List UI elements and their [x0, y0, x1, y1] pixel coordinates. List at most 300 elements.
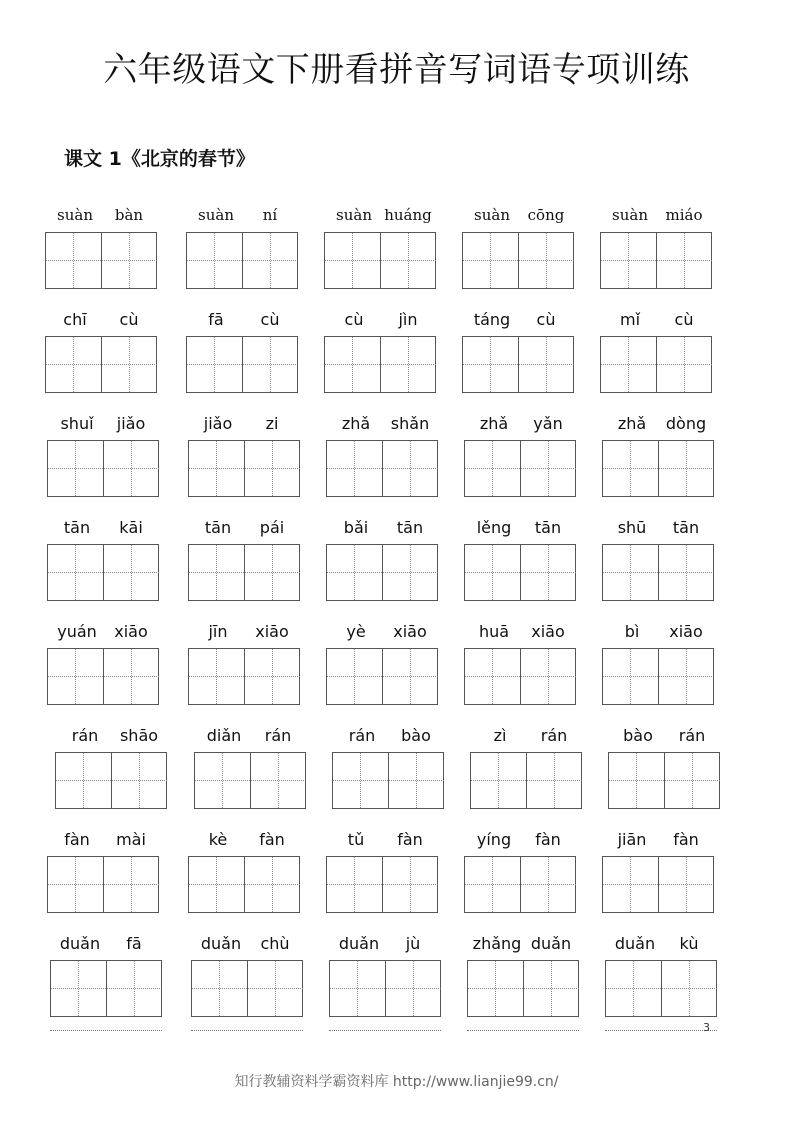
tianzige-cell[interactable]	[46, 233, 101, 288]
pinyin-syllable: duǎn	[338, 934, 380, 953]
tianzige-cell[interactable]	[111, 753, 167, 808]
guide-line	[410, 649, 411, 704]
tianzige-cell[interactable]	[101, 233, 157, 288]
pinyin-syllable: jìn	[398, 310, 418, 329]
guide-line	[216, 441, 217, 496]
tianzige-cell[interactable]	[242, 337, 298, 392]
pinyin-label	[188, 830, 300, 852]
guide-line	[628, 233, 629, 288]
tianzige-cell[interactable]	[471, 753, 526, 808]
pinyin-label	[45, 310, 157, 332]
pinyin-syllable: rán	[348, 726, 376, 745]
guide-line	[75, 857, 76, 912]
tianzige-cell[interactable]	[658, 441, 714, 496]
tianzige-cell[interactable]	[465, 441, 520, 496]
guide-line	[686, 649, 687, 704]
pinyin-syllable: jù	[405, 934, 421, 953]
tianzige-cell[interactable]	[325, 337, 380, 392]
pinyin-label	[462, 206, 574, 228]
pinyin-label	[462, 310, 574, 332]
pinyin-syllable: fàn	[64, 830, 90, 849]
tianzige-cell[interactable]	[468, 961, 523, 1016]
guide-line	[546, 233, 547, 288]
guide-line	[686, 857, 687, 912]
writing-box[interactable]	[188, 544, 300, 601]
pinyin-label	[464, 830, 576, 852]
pinyin-syllable: fàn	[259, 830, 285, 849]
tianzige-cell[interactable]	[327, 857, 382, 912]
tianzige-cell[interactable]	[664, 753, 720, 808]
guide-line	[354, 441, 355, 496]
tianzige-cell[interactable]	[601, 337, 656, 392]
tianzige-cell[interactable]	[656, 337, 712, 392]
writing-box[interactable]	[464, 856, 576, 913]
pinyin-syllable: huā	[478, 622, 510, 641]
pinyin-syllable: kè	[208, 830, 228, 849]
tianzige-cell[interactable]	[463, 233, 518, 288]
writing-box[interactable]	[464, 648, 576, 705]
pinyin-label	[329, 934, 441, 956]
tianzige-cell[interactable]	[48, 545, 103, 600]
pinyin-label	[326, 414, 438, 436]
pinyin-syllable: duǎn	[530, 934, 572, 953]
tianzige-cell[interactable]	[520, 649, 576, 704]
tianzige-cell[interactable]	[187, 337, 242, 392]
pinyin-syllable: suàn	[198, 206, 234, 224]
pinyin-label	[194, 726, 306, 748]
pinyin-label	[191, 934, 303, 956]
pinyin-syllable: fàn	[397, 830, 423, 849]
guide-line	[684, 233, 685, 288]
guide-line	[272, 649, 273, 704]
pinyin-syllable: rán	[71, 726, 99, 745]
pinyin-label	[47, 830, 159, 852]
guide-line	[633, 961, 634, 1016]
guide-line	[270, 233, 271, 288]
guide-line	[492, 545, 493, 600]
writing-box[interactable]	[47, 544, 159, 601]
writing-box[interactable]	[464, 544, 576, 601]
tianzige-cell[interactable]	[325, 233, 380, 288]
pinyin-label	[47, 414, 159, 436]
guide-line	[73, 233, 74, 288]
pinyin-syllable: suàn	[474, 206, 510, 224]
page-number: 3	[703, 1021, 710, 1034]
tianzige-cell[interactable]	[520, 441, 576, 496]
pinyin-syllable: shū	[617, 518, 647, 537]
writing-box[interactable]	[188, 440, 300, 497]
pinyin-label	[188, 414, 300, 436]
tianzige-cell[interactable]	[606, 961, 661, 1016]
guide-line	[216, 545, 217, 600]
tianzige-cell[interactable]	[603, 441, 658, 496]
tianzige-cell[interactable]	[380, 233, 436, 288]
dotted-underline	[467, 1030, 579, 1031]
pinyin-syllable: xiāo	[393, 622, 427, 641]
tianzige-cell[interactable]	[465, 649, 520, 704]
tianzige-cell[interactable]	[463, 337, 518, 392]
pinyin-syllable: duǎn	[614, 934, 656, 953]
pinyin-syllable: xiāo	[531, 622, 565, 641]
tianzige-cell[interactable]	[465, 545, 520, 600]
pinyin-syllable: lěng	[476, 518, 512, 537]
tianzige-cell[interactable]	[601, 233, 656, 288]
tianzige-cell[interactable]	[465, 857, 520, 912]
guide-line	[216, 649, 217, 704]
pinyin-syllable: duǎn	[59, 934, 101, 953]
writing-box[interactable]	[324, 336, 436, 393]
tianzige-cell[interactable]	[330, 961, 385, 1016]
pinyin-syllable: fā	[126, 934, 142, 953]
tianzige-cell[interactable]	[520, 545, 576, 600]
guide-line	[352, 233, 353, 288]
pinyin-syllable: zhǎ	[617, 414, 647, 433]
writing-box[interactable]	[47, 440, 159, 497]
guide-line	[134, 961, 135, 1016]
guide-line	[222, 753, 223, 808]
guide-line	[129, 233, 130, 288]
guide-line	[354, 649, 355, 704]
tianzige-cell[interactable]	[603, 545, 658, 600]
tianzige-cell[interactable]	[388, 753, 444, 808]
guide-line	[546, 337, 547, 392]
writing-box[interactable]	[332, 752, 444, 809]
pinyin-syllable: kù	[679, 934, 699, 953]
writing-box[interactable]	[605, 960, 717, 1017]
writing-box[interactable]	[602, 856, 714, 913]
tianzige-cell[interactable]	[250, 753, 306, 808]
pinyin-syllable: rán	[264, 726, 292, 745]
pinyin-syllable: ní	[262, 206, 278, 224]
guide-line	[686, 545, 687, 600]
tianzige-cell[interactable]	[46, 337, 101, 392]
guide-line	[270, 337, 271, 392]
footer-watermark: 知行教辅资料学霸资料库 http://www.lianjie99.cn/	[234, 1074, 559, 1090]
writing-box[interactable]	[600, 336, 712, 393]
tianzige-cell[interactable]	[189, 649, 244, 704]
pinyin-syllable: yuán	[57, 622, 97, 641]
tianzige-cell[interactable]	[603, 857, 658, 912]
writing-box[interactable]	[329, 960, 441, 1017]
guide-line	[272, 857, 273, 912]
tianzige-cell[interactable]	[385, 961, 441, 1016]
guide-line	[630, 441, 631, 496]
guide-line	[498, 753, 499, 808]
tianzige-cell[interactable]	[523, 961, 579, 1016]
tianzige-cell[interactable]	[327, 441, 382, 496]
guide-line	[413, 961, 414, 1016]
pinyin-label	[602, 414, 714, 436]
pinyin-label	[600, 206, 712, 228]
dotted-underline	[605, 1030, 717, 1031]
writing-box[interactable]	[186, 232, 298, 289]
guide-line	[492, 857, 493, 912]
writing-box[interactable]	[462, 232, 574, 289]
tianzige-cell[interactable]	[51, 961, 106, 1016]
pinyin-syllable: táng	[473, 310, 511, 329]
tianzige-cell[interactable]	[106, 961, 162, 1016]
writing-box[interactable]	[186, 336, 298, 393]
pinyin-syllable: pái	[259, 518, 285, 537]
pinyin-label	[186, 206, 298, 228]
pinyin-label	[186, 310, 298, 332]
pinyin-syllable: tān	[672, 518, 700, 537]
tianzige-cell[interactable]	[333, 753, 388, 808]
page-title: 六年级语文下册看拼音写词语专项训练	[103, 50, 690, 90]
guide-line	[684, 337, 685, 392]
pinyin-label	[188, 518, 300, 540]
writing-box[interactable]	[602, 440, 714, 497]
tianzige-cell[interactable]	[658, 857, 714, 912]
guide-line	[410, 857, 411, 912]
pinyin-syllable: zi	[265, 414, 279, 433]
pinyin-syllable: huáng	[384, 206, 432, 224]
pinyin-syllable: fàn	[673, 830, 699, 849]
guide-line	[689, 961, 690, 1016]
writing-box[interactable]	[602, 544, 714, 601]
writing-box[interactable]	[194, 752, 306, 809]
writing-box[interactable]	[467, 960, 579, 1017]
guide-line	[492, 441, 493, 496]
guide-line	[548, 441, 549, 496]
pinyin-label	[47, 622, 159, 644]
tianzige-cell[interactable]	[103, 545, 159, 600]
tianzige-cell[interactable]	[103, 441, 159, 496]
tianzige-cell[interactable]	[327, 545, 382, 600]
tianzige-cell[interactable]	[518, 233, 574, 288]
pinyin-syllable: tǔ	[347, 830, 365, 849]
tianzige-cell[interactable]	[380, 337, 436, 392]
pinyin-syllable: cōng	[527, 206, 565, 224]
guide-line	[410, 545, 411, 600]
pinyin-syllable: jīn	[208, 622, 228, 641]
writing-box[interactable]	[326, 856, 438, 913]
guide-line	[73, 337, 74, 392]
writing-box[interactable]	[47, 856, 159, 913]
writing-box[interactable]	[600, 232, 712, 289]
pinyin-syllable: xiāo	[669, 622, 703, 641]
guide-line	[548, 545, 549, 600]
pinyin-syllable: suàn	[57, 206, 93, 224]
pinyin-syllable: chī	[63, 310, 87, 329]
pinyin-syllable: mǐ	[619, 310, 641, 329]
guide-line	[272, 441, 273, 496]
pinyin-syllable: tān	[534, 518, 562, 537]
pinyin-syllable: tān	[204, 518, 232, 537]
writing-box[interactable]	[47, 648, 159, 705]
tianzige-cell[interactable]	[189, 545, 244, 600]
pinyin-syllable: cù	[674, 310, 694, 329]
pinyin-syllable: zhǎ	[479, 414, 509, 433]
pinyin-label	[188, 622, 300, 644]
tianzige-cell[interactable]	[244, 649, 300, 704]
pinyin-syllable: shǎn	[390, 414, 430, 433]
writing-box[interactable]	[50, 960, 162, 1017]
tianzige-cell[interactable]	[382, 441, 438, 496]
pinyin-label	[608, 726, 720, 748]
pinyin-syllable: yíng	[476, 830, 512, 849]
guide-line	[214, 233, 215, 288]
tianzige-cell[interactable]	[48, 857, 103, 912]
guide-line	[357, 961, 358, 1016]
pinyin-syllable: zhǎ	[341, 414, 371, 433]
tianzige-cell[interactable]	[48, 441, 103, 496]
pinyin-syllable: bǎi	[343, 518, 369, 537]
tianzige-cell[interactable]	[244, 857, 300, 912]
pinyin-syllable: suàn	[612, 206, 648, 224]
guide-line	[636, 753, 637, 808]
pinyin-label	[326, 518, 438, 540]
tianzige-cell[interactable]	[244, 441, 300, 496]
guide-line	[408, 233, 409, 288]
pinyin-syllable: jiǎo	[116, 414, 146, 433]
tianzige-cell[interactable]	[192, 961, 247, 1016]
pinyin-syllable: cù	[260, 310, 280, 329]
pinyin-label	[464, 622, 576, 644]
tianzige-cell[interactable]	[48, 649, 103, 704]
pinyin-syllable: bì	[624, 622, 640, 641]
tianzige-cell[interactable]	[526, 753, 582, 808]
writing-box[interactable]	[464, 440, 576, 497]
guide-line	[354, 857, 355, 912]
pinyin-syllable: dòng	[665, 414, 707, 433]
guide-line	[495, 961, 496, 1016]
writing-box[interactable]	[326, 648, 438, 705]
pinyin-syllable: tān	[63, 518, 91, 537]
pinyin-syllable: xiāo	[255, 622, 289, 641]
guide-line	[139, 753, 140, 808]
guide-line	[554, 753, 555, 808]
tianzige-cell[interactable]	[103, 649, 159, 704]
pinyin-label	[50, 934, 162, 956]
guide-line	[131, 857, 132, 912]
pinyin-syllable: diǎn	[206, 726, 242, 745]
tianzige-cell[interactable]	[661, 961, 717, 1016]
tianzige-cell[interactable]	[189, 857, 244, 912]
guide-line	[548, 857, 549, 912]
tianzige-cell[interactable]	[609, 753, 664, 808]
pinyin-label	[47, 518, 159, 540]
pinyin-syllable: bào	[401, 726, 431, 745]
writing-box[interactable]	[462, 336, 574, 393]
writing-box[interactable]	[602, 648, 714, 705]
writing-box[interactable]	[55, 752, 167, 809]
pinyin-label	[602, 830, 714, 852]
pinyin-syllable: zì	[493, 726, 507, 745]
pinyin-syllable: xiāo	[114, 622, 148, 641]
writing-box[interactable]	[45, 336, 157, 393]
guide-line	[78, 961, 79, 1016]
guide-line	[275, 961, 276, 1016]
pinyin-syllable: yǎn	[533, 414, 563, 433]
pinyin-label	[470, 726, 582, 748]
guide-line	[360, 753, 361, 808]
pinyin-label	[45, 206, 157, 228]
dotted-underline	[191, 1030, 303, 1031]
tianzige-cell[interactable]	[382, 649, 438, 704]
pinyin-syllable: rán	[540, 726, 568, 745]
tianzige-cell[interactable]	[189, 441, 244, 496]
pinyin-syllable: bàn	[114, 206, 144, 224]
writing-box[interactable]	[608, 752, 720, 809]
tianzige-cell[interactable]	[327, 649, 382, 704]
guide-line	[219, 961, 220, 1016]
guide-line	[490, 233, 491, 288]
pinyin-label	[605, 934, 717, 956]
tianzige-cell[interactable]	[518, 337, 574, 392]
writing-box[interactable]	[470, 752, 582, 809]
tianzige-cell[interactable]	[242, 233, 298, 288]
guide-line	[692, 753, 693, 808]
tianzige-cell[interactable]	[101, 337, 157, 392]
pinyin-syllable: yè	[346, 622, 366, 641]
tianzige-cell[interactable]	[382, 857, 438, 912]
pinyin-syllable: kāi	[119, 518, 143, 537]
pinyin-syllable: bào	[623, 726, 653, 745]
pinyin-syllable: shāo	[119, 726, 159, 745]
pinyin-label	[602, 622, 714, 644]
tianzige-cell[interactable]	[244, 545, 300, 600]
guide-line	[352, 337, 353, 392]
pinyin-syllable: fàn	[535, 830, 561, 849]
guide-line	[83, 753, 84, 808]
tianzige-cell[interactable]	[187, 233, 242, 288]
guide-line	[131, 545, 132, 600]
guide-line	[129, 337, 130, 392]
tianzige-cell[interactable]	[658, 649, 714, 704]
guide-line	[214, 337, 215, 392]
tianzige-cell[interactable]	[382, 545, 438, 600]
pinyin-syllable: shuǐ	[60, 414, 94, 433]
pinyin-syllable: cù	[119, 310, 139, 329]
tianzige-cell[interactable]	[656, 233, 712, 288]
writing-box[interactable]	[45, 232, 157, 289]
tianzige-cell[interactable]	[520, 857, 576, 912]
writing-box[interactable]	[191, 960, 303, 1017]
writing-box[interactable]	[326, 440, 438, 497]
tianzige-cell[interactable]	[195, 753, 250, 808]
tianzige-cell[interactable]	[103, 857, 159, 912]
guide-line	[131, 649, 132, 704]
tianzige-cell[interactable]	[247, 961, 303, 1016]
writing-box[interactable]	[324, 232, 436, 289]
pinyin-label	[55, 726, 167, 748]
pinyin-label	[326, 622, 438, 644]
tianzige-cell[interactable]	[56, 753, 111, 808]
pinyin-label	[332, 726, 444, 748]
writing-box[interactable]	[188, 648, 300, 705]
tianzige-cell[interactable]	[658, 545, 714, 600]
guide-line	[416, 753, 417, 808]
pinyin-label	[602, 518, 714, 540]
pinyin-syllable: rán	[678, 726, 706, 745]
guide-line	[75, 441, 76, 496]
guide-line	[408, 337, 409, 392]
guide-line	[131, 441, 132, 496]
guide-line	[216, 857, 217, 912]
tianzige-cell[interactable]	[603, 649, 658, 704]
writing-box[interactable]	[326, 544, 438, 601]
pinyin-syllable: miáo	[665, 206, 703, 224]
pinyin-syllable: fā	[208, 310, 224, 329]
pinyin-syllable: jiān	[617, 830, 647, 849]
pinyin-label	[464, 414, 576, 436]
guide-line	[686, 441, 687, 496]
pinyin-syllable: duǎn	[200, 934, 242, 953]
writing-box[interactable]	[188, 856, 300, 913]
pinyin-syllable: tān	[396, 518, 424, 537]
pinyin-label	[326, 830, 438, 852]
